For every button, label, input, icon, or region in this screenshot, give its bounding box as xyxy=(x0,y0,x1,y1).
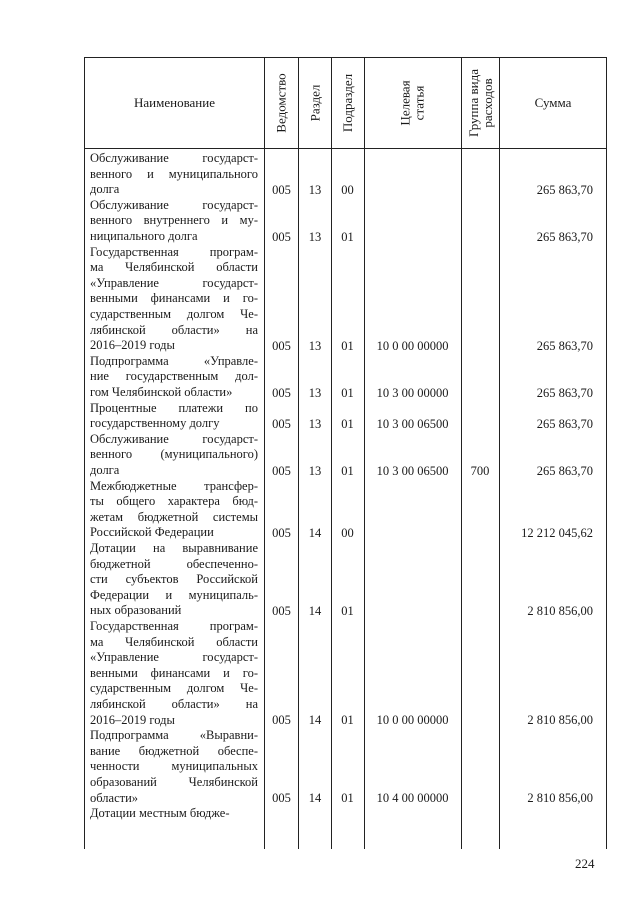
summa-cell: 265 863,70 xyxy=(536,338,593,353)
summa-cell: 2 810 856,00 xyxy=(527,713,593,728)
col-divider-podrazdel xyxy=(364,57,365,849)
header-ved-text: Ведомство xyxy=(273,73,289,133)
ved-cell: 005 xyxy=(272,791,291,806)
header-bottom-border xyxy=(84,148,607,149)
header-name-text: Наименование xyxy=(134,95,215,110)
row-name-line: 2016–2019 годы xyxy=(90,338,175,353)
podrazdel-cell: 01 xyxy=(341,791,354,806)
header-gruppa-line2: расходов xyxy=(479,78,495,128)
razdel-cell: 14 xyxy=(308,525,322,540)
row-name-line: лябинской области» на xyxy=(90,322,258,337)
row-name-line: венными финансами и го- xyxy=(90,665,258,680)
ved-cell: 005 xyxy=(272,416,291,431)
row-name-line: Дотации местным бюдже- xyxy=(90,806,230,821)
row-name-line: венного (муниципального) xyxy=(90,447,258,462)
row-name-line: Государственная програм- xyxy=(90,244,258,259)
row-name-line: «Управление государст- xyxy=(90,650,258,665)
header-celevaya xyxy=(365,58,461,148)
podrazdel-cell: 01 xyxy=(341,603,354,618)
row-name-line: «Управление государст- xyxy=(90,275,258,290)
razdel-cell: 14 xyxy=(308,713,322,728)
row-name-line: венного и муниципального xyxy=(90,166,258,181)
row-name-line: бюджетной обеспеченно- xyxy=(90,556,258,571)
row-name-line: ных образований xyxy=(90,603,182,618)
row-name-line: Обслуживание государст- xyxy=(90,151,258,165)
ved-cell: 005 xyxy=(272,385,291,400)
ved-cell: 005 xyxy=(272,229,291,244)
podrazdel-cell: 01 xyxy=(341,463,354,478)
razdel-cell: 13 xyxy=(308,385,322,400)
row-name-line: Федерации и муниципаль- xyxy=(90,587,258,602)
celevaya-cell: 10 0 00 00000 xyxy=(376,713,449,728)
header-podrazdel-text: Подраздел xyxy=(340,73,356,133)
header-name xyxy=(85,58,264,148)
table-right-border xyxy=(606,57,607,849)
row-name-line: ты общего характера бюд- xyxy=(90,494,258,509)
row-name-line: области» xyxy=(90,790,139,805)
ved-cell: 005 xyxy=(272,338,291,353)
header-gruppa-text xyxy=(467,69,495,137)
page-number: 224 xyxy=(575,856,595,871)
row-name-line: Дотации на выравнивание xyxy=(90,541,258,555)
razdel-cell: 13 xyxy=(308,416,322,431)
podrazdel-cell: 00 xyxy=(341,525,354,540)
summa-cell: 265 863,70 xyxy=(536,416,593,431)
razdel-cell: 14 xyxy=(308,791,322,806)
row-name-line: ниципального долга xyxy=(90,229,198,243)
row-name-line: жетам бюджетной системы xyxy=(90,509,258,524)
summa-cell: 265 863,70 xyxy=(536,463,593,478)
podrazdel-cell: 01 xyxy=(341,338,354,353)
header-razdel xyxy=(299,58,331,148)
row-name-line: ние государственным дол- xyxy=(90,369,258,384)
podrazdel-cell: 01 xyxy=(341,385,354,400)
razdel-cell: 13 xyxy=(308,463,322,478)
row-name-line: венного внутреннего и му- xyxy=(90,213,258,228)
ved-cell: 005 xyxy=(272,182,291,197)
row-name-line: долга xyxy=(90,463,120,477)
row-name-line: ченности муниципальных xyxy=(90,759,258,774)
razdel-cell: 13 xyxy=(308,229,322,244)
table-left-border xyxy=(84,57,85,849)
row-name-line: вание бюджетной обеспе- xyxy=(90,743,258,758)
celevaya-cell: 10 3 00 06500 xyxy=(376,416,449,431)
header-gruppa-line1: Группа вида xyxy=(465,69,481,137)
header-celevaya-line1: Целевая xyxy=(397,80,413,126)
celevaya-cell: 10 3 00 06500 xyxy=(376,463,449,478)
row-name-line: Процентные платежи по xyxy=(90,400,258,415)
row-name-line: сти субъектов Российской xyxy=(90,572,258,587)
podrazdel-cell: 01 xyxy=(341,416,354,431)
celevaya-cell: 10 0 00 00000 xyxy=(376,338,449,353)
ved-cell: 005 xyxy=(272,463,291,478)
podrazdel-cell: 01 xyxy=(341,229,354,244)
gruppa-cell: 700 xyxy=(470,463,490,478)
row-name-line: венными финансами и го- xyxy=(90,291,258,306)
header-summa-text: Сумма xyxy=(534,95,572,110)
row-name-line: сударственным долгом Че- xyxy=(90,307,258,321)
ved-cell: 005 xyxy=(272,603,291,618)
razdel-cell: 13 xyxy=(308,338,322,353)
podrazdel-cell: 01 xyxy=(341,713,354,728)
header-razdel-text: Раздел xyxy=(307,84,322,122)
summa-cell: 265 863,70 xyxy=(536,385,593,400)
col-divider-celevaya xyxy=(461,57,462,849)
header-celevaya-line2: статья xyxy=(411,85,427,121)
ved-cell: 005 xyxy=(272,525,291,540)
row-name-line: Государственная програм- xyxy=(90,619,258,633)
col-divider-ved xyxy=(298,57,299,849)
row-name-line: гом Челябинской области» xyxy=(90,385,233,399)
header-summa xyxy=(500,58,606,148)
col-divider-gruppa xyxy=(499,57,500,849)
summa-cell: 265 863,70 xyxy=(536,229,593,244)
summa-cell: 2 810 856,00 xyxy=(527,791,593,806)
header-celevaya-text xyxy=(399,80,427,125)
header-podrazdel xyxy=(332,58,364,148)
row-name-line: ма Челябинской области xyxy=(90,260,258,275)
ved-cell: 005 xyxy=(272,713,291,728)
row-name-line: государственному долгу xyxy=(90,416,220,431)
summa-cell: 12 212 045,62 xyxy=(521,525,593,540)
summa-cell: 2 810 856,00 xyxy=(527,603,593,618)
header-gruppa xyxy=(462,58,499,148)
row-name-line: Обслуживание государст- xyxy=(90,431,258,446)
row-name-line: лябинской области» на xyxy=(90,697,258,711)
row-name-line: Обслуживание государст- xyxy=(90,197,258,212)
row-name-line: ма Челябинской области xyxy=(90,634,258,649)
row-name-line: Межбюджетные трансфер- xyxy=(90,478,258,493)
row-name-line: долга xyxy=(90,182,120,197)
row-name-line: Российской Федерации xyxy=(90,525,214,540)
summa-cell: 265 863,70 xyxy=(536,182,593,197)
row-name-line: 2016–2019 годы xyxy=(90,712,175,727)
razdel-cell: 14 xyxy=(308,603,322,618)
row-name-line: образований Челябинской xyxy=(90,775,258,789)
header-ved xyxy=(265,58,298,148)
razdel-cell: 13 xyxy=(308,182,322,197)
row-name-line: Подпрограмма «Управле- xyxy=(90,353,258,368)
row-name-line: Подпрограмма «Выравни- xyxy=(90,728,258,743)
col-divider-name xyxy=(264,57,265,849)
celevaya-cell: 10 4 00 00000 xyxy=(376,791,449,806)
celevaya-cell: 10 3 00 00000 xyxy=(376,385,449,400)
row-name-line: сударственным долгом Че- xyxy=(90,681,258,696)
col-divider-razdel xyxy=(331,57,332,849)
podrazdel-cell: 00 xyxy=(341,182,354,197)
